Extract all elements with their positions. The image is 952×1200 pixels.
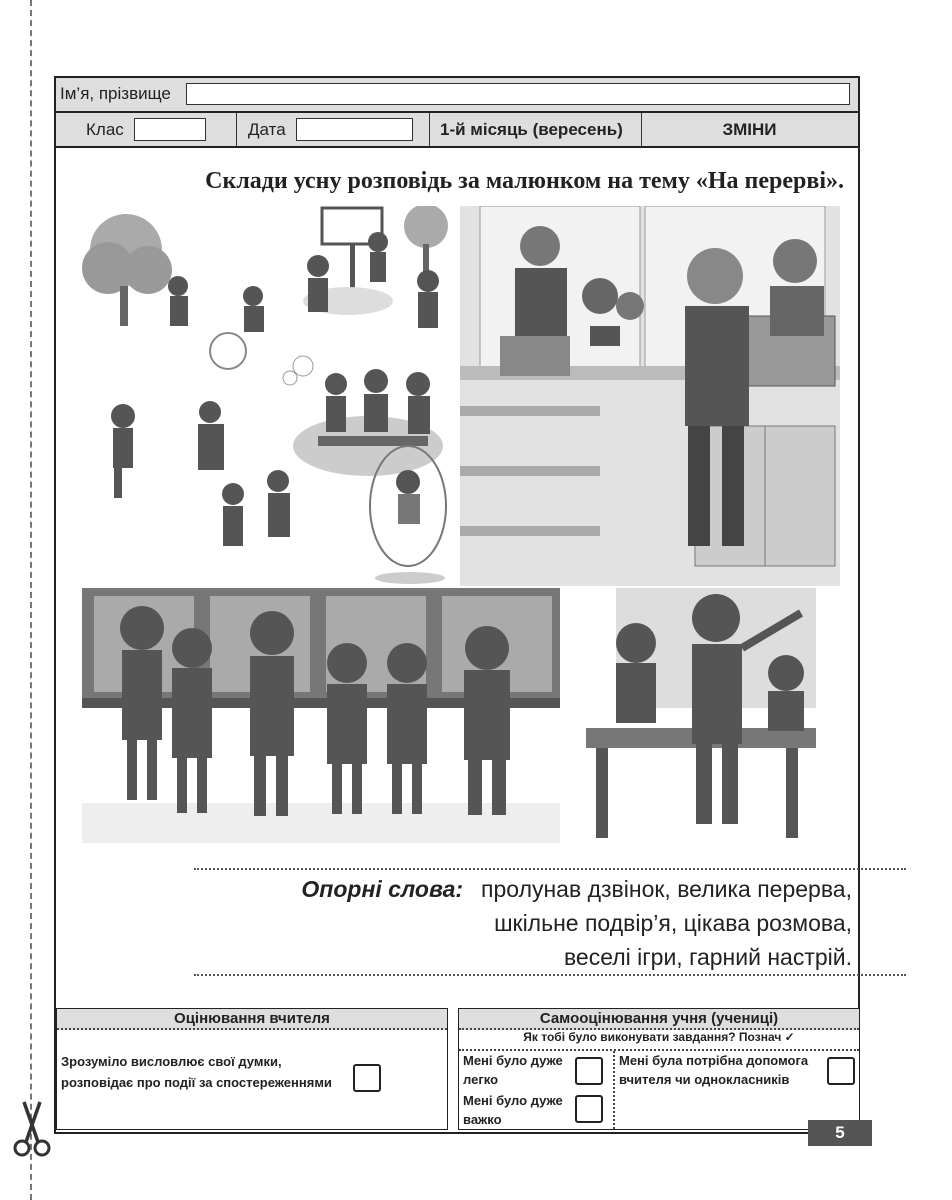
help-label-2: вчителя чи однокласників xyxy=(619,1072,790,1087)
self-eval-title: Самооцінювання учня (учениці) xyxy=(459,1009,859,1030)
date-label: Дата xyxy=(248,120,286,139)
hard-label-1: Мені було дуже xyxy=(463,1093,563,1108)
worksheet xyxy=(54,76,860,1134)
teacher-criterion-2: розповідає про події за спостереженнями xyxy=(61,1075,332,1090)
easy-checkbox[interactable] xyxy=(575,1057,603,1085)
task-title: Склади усну розповідь за малюнком на тему «На перерві». xyxy=(205,168,844,194)
name-label: Ім’я, прізвище xyxy=(60,84,171,103)
divider xyxy=(236,113,237,146)
easy-label-2: легко xyxy=(463,1072,499,1087)
teacher-eval-title: Оцінювання вчителя xyxy=(57,1009,447,1030)
topic-label: ЗМІНИ xyxy=(722,120,777,139)
header-info-row xyxy=(56,113,858,148)
self-eval-box xyxy=(458,1008,860,1130)
dotted-divider xyxy=(194,868,906,870)
keywords-text: пролунав дзвінок, велика перерва, xyxy=(481,876,852,902)
keywords-line-3: веселі ігри, гарний настрій. xyxy=(563,944,852,970)
self-eval-question: Як тобі було виконувати завдання? Познач ✓ xyxy=(523,1030,795,1044)
easy-label-1: Мені було дуже xyxy=(463,1053,563,1068)
header-name-row xyxy=(56,78,858,113)
keywords-label: Опорні слова: xyxy=(301,876,464,902)
teacher-criterion-1: Зрозуміло висловлює свої думки, xyxy=(61,1054,282,1069)
help-checkbox[interactable] xyxy=(827,1057,855,1085)
name-input[interactable] xyxy=(186,83,850,105)
class-label: Клас xyxy=(86,120,124,139)
hallway-illustration xyxy=(82,588,560,848)
dotted-divider xyxy=(613,1051,615,1129)
desk-illustration xyxy=(576,588,842,848)
hard-checkbox[interactable] xyxy=(575,1095,603,1123)
page-number: 5 xyxy=(808,1120,872,1146)
keywords-line-2: шкільне подвір’я, цікава розмова, xyxy=(494,910,852,936)
cut-line xyxy=(30,0,32,1200)
teacher-checkbox[interactable] xyxy=(353,1064,381,1092)
keywords-line-1 xyxy=(92,876,852,903)
scissors-icon xyxy=(12,1098,52,1158)
date-input[interactable] xyxy=(296,118,413,141)
month-label: 1-й місяць (вересень) xyxy=(440,120,623,139)
playground-illustration xyxy=(78,206,460,586)
classroom-illustration xyxy=(460,206,840,586)
dotted-divider xyxy=(194,974,906,976)
class-input[interactable] xyxy=(134,118,206,141)
divider xyxy=(429,113,430,146)
hard-label-2: важко xyxy=(463,1112,502,1127)
teacher-eval-box xyxy=(56,1008,448,1130)
help-label-1: Мені була потрібна допомога xyxy=(619,1053,809,1068)
